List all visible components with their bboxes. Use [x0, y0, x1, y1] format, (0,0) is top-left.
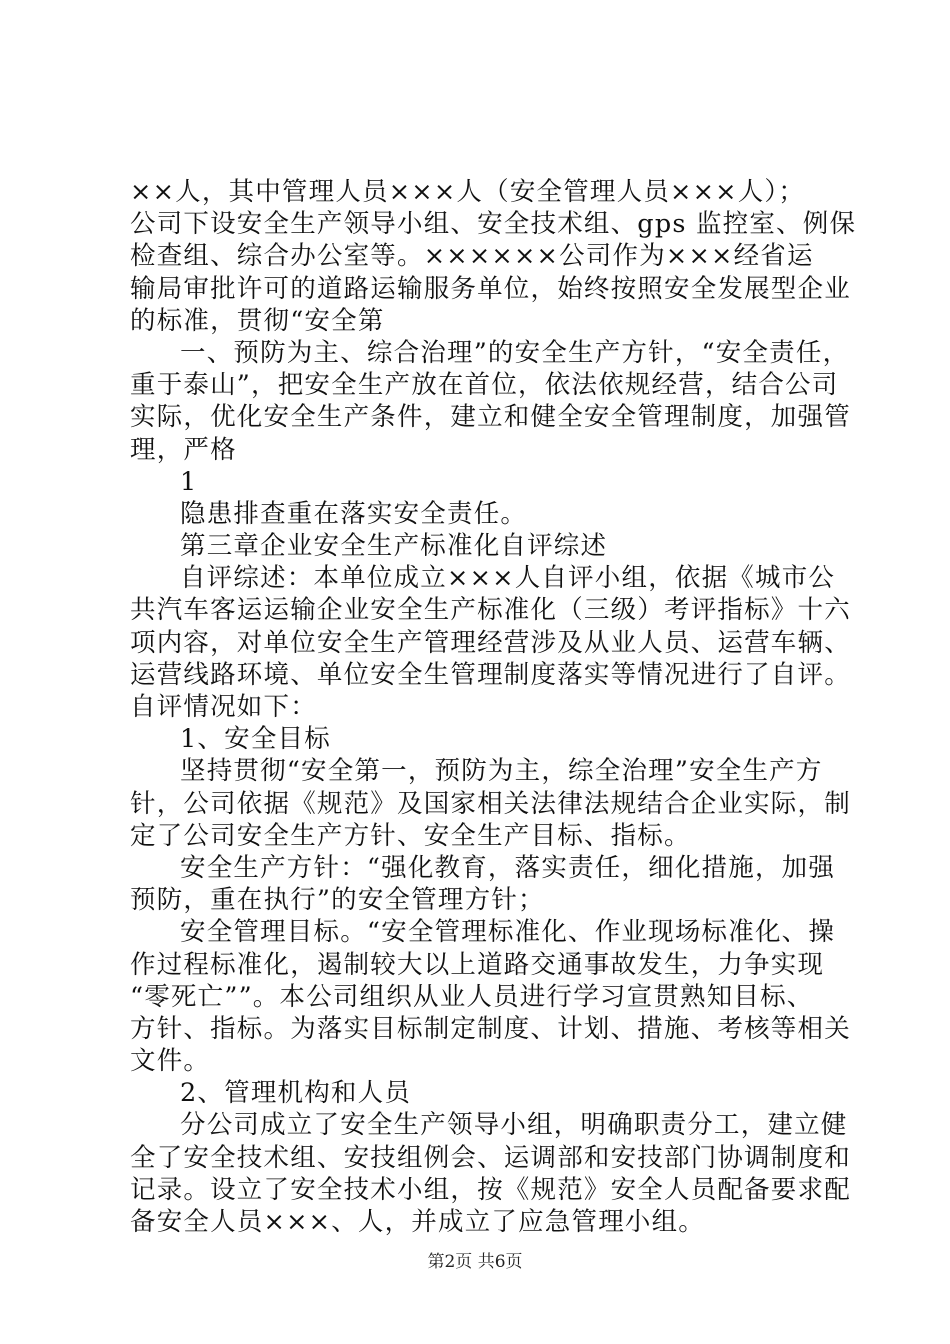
text-line: 2、管理机构和人员 [180, 1078, 412, 1109]
text-line: 第三章企业安全生产标准化自评综述 [180, 531, 608, 562]
text-line: 自评情况如下： [130, 692, 317, 722]
text-line: 一、预防为主、综合治理”的安全生产方针，“安全责任， [180, 337, 850, 368]
text-line: 定了公司安全生产方针、安全生产目标、指标。 [130, 820, 691, 851]
text-line: 1 [180, 466, 198, 497]
document-body [130, 176, 857, 1238]
text-line: 1、安全目标 [180, 724, 331, 755]
text-line: 全了安全技术组、安技组例会、运调部和安技部门协调制度和 [130, 1142, 851, 1173]
text-line: 文件。 [130, 1046, 211, 1077]
text-line: 自评综述：本单位成立×××人自评小组，依据《城市公 [180, 563, 836, 594]
text-line: 实际，优化安全生产条件，建立和健全安全管理制度，加强管 [130, 402, 851, 433]
text-line: 公司下设安全生产领导小组、安全技术组、gps 监控室、例保 [130, 209, 857, 240]
text-line: 安全管理目标。“安全管理标准化、作业现场标准化、操 [180, 917, 836, 948]
text-line: 备安全人员×××、人，并成立了应急管理小组。 [130, 1207, 705, 1237]
text-line: 作过程标准化，遏制较大以上道路交通事故发生，力争实现 [130, 949, 825, 980]
text-line: ××人，其中管理人员×××人（安全管理人员×××人）； [130, 177, 806, 207]
text-line: 共汽车客运运输企业安全生产标准化（三级）考评指标》十六 [130, 595, 851, 626]
text-line: 的标准，贯彻“安全第 [130, 305, 385, 336]
text-line: 理，严格 [130, 434, 237, 465]
text-line: 坚持贯彻“安全第一，预防为主，综全治理”安全生产方 [180, 756, 823, 787]
text-line: 记录。设立了安全技术小组，按《规范》安全人员配备要求配 [130, 1174, 851, 1205]
text-line: 运营线路环境、单位安全生管理制度落实等情况进行了自评。 [130, 659, 851, 690]
page-footer: 第2页 共6页 [427, 1252, 523, 1272]
text-line: 针，公司依据《规范》及国家相关法律法规结合企业实际，制 [130, 788, 851, 819]
text-line: 输局审批许可的道路运输服务单位，始终按照安全发展型企业 [130, 273, 851, 304]
text-line: “零死亡””。本公司组织从业人员进行学习宣贯熟知目标、 [130, 981, 814, 1012]
text-line: 方针、指标。为落实目标制定制度、计划、措施、考核等相关 [130, 1013, 851, 1044]
text-line: 检查组、综合办公室等。××××××公司作为×××经省运 [130, 241, 814, 272]
text-line: 项内容，对单位安全生产管理经营涉及从业人员、运营车辆、 [130, 627, 851, 658]
text-line: 隐患排查重在落实安全责任。 [180, 498, 528, 529]
text-line: 预防，重在执行”的安全管理方针； [130, 885, 545, 916]
text-line: 分公司成立了安全生产领导小组，明确职责分工，建立健 [180, 1110, 848, 1141]
text-line: 安全生产方针：“强化教育，落实责任，细化措施，加强 [180, 852, 836, 883]
text-line: 重于泰山”，把安全生产放在首位，依法依规经营，结合公司 [130, 370, 839, 401]
